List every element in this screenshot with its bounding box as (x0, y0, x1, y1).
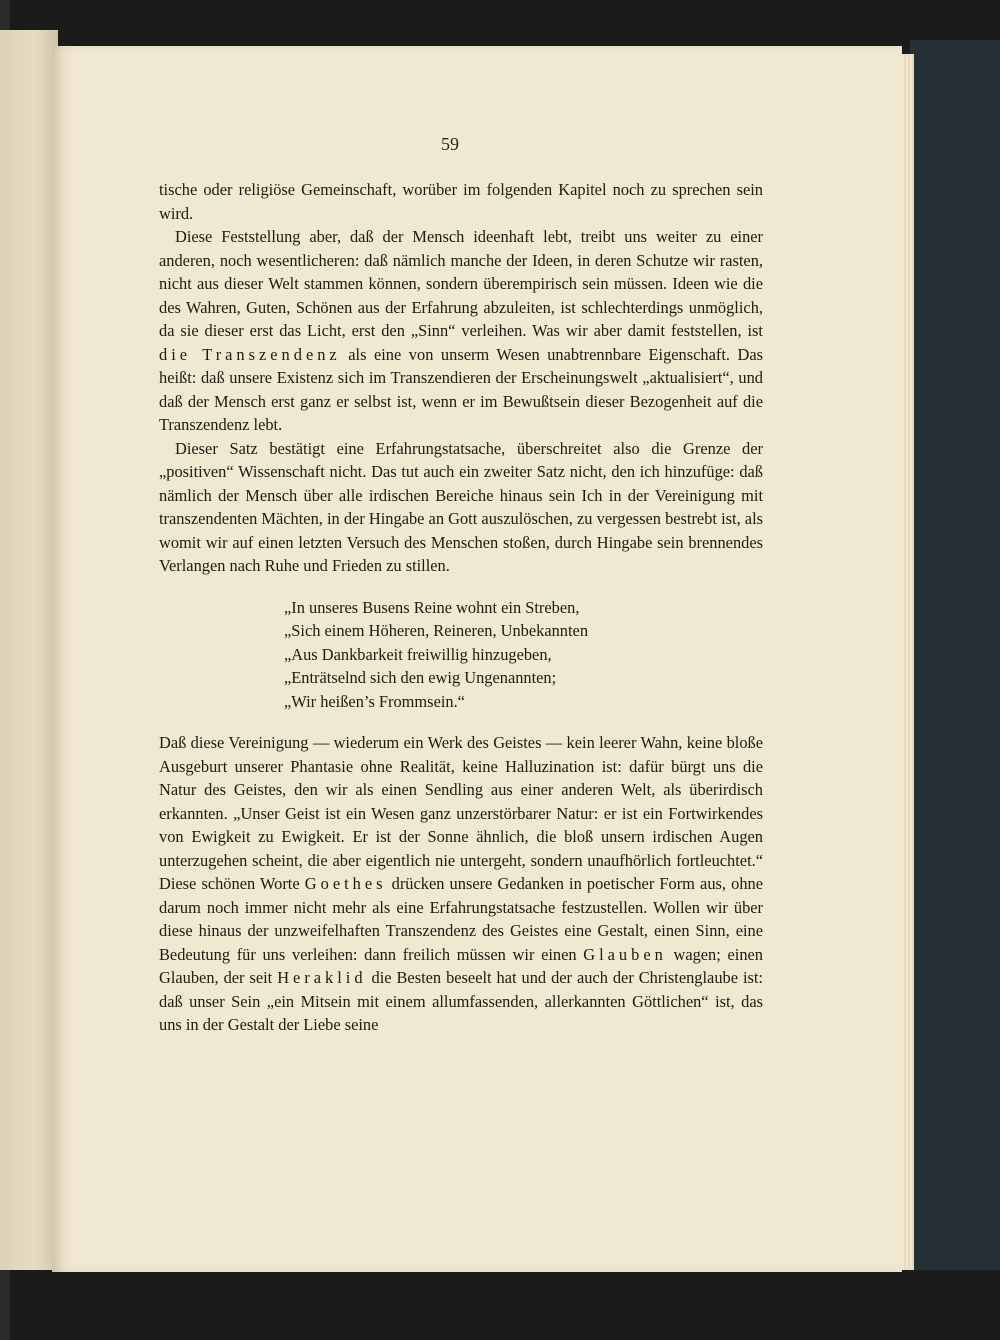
paragraph-2-text-b: als eine von unserm Wesen unabtrennbare Eigenschaft. Das heißt: daß unsere Existenz sich im Transzendieren der Erscheinungswelt „aktualisiert“, und daß der Mensch erst ganz er selbst ist, wenn er im Bewußtsein dieser Bezogenheit auf die Transzendenz lebt. (159, 344, 763, 434)
paragraph-3: Dieser Satz bestätigt eine Erfahrungstatsache, überschreitet also die Grenze der „positiven“ Wissenschaft nicht. Das tut auch ein zweiter Satz nicht, den ich hinzufüge: daß nämlich der Mensch über alle irdischen Bereiche hinaus sein Ich in der Vereinigung mit transzendenten Mächten, in der Hingabe an Gott auszulöschen, zu vergessen bestrebt ist, als womit wir auf einen letzten Versuch des Menschen stoßen, durch Hingabe sein brennendes Verlangen nach Ruhe und Frieden zu stillen. (159, 438, 763, 575)
verse-line: „In unseres Busens Reine wohnt ein Streben, (284, 597, 580, 617)
page-number: 59 (441, 134, 459, 154)
paragraph-2 (159, 225, 763, 437)
emphasis-transzendenz: die Transzendenz (159, 344, 341, 364)
paragraph-4-text-b: drücken unsere Gedanken in poetischer Form aus, ohne darum noch immer nicht mehr als eine Erfahrungstatsache festzustellen. Wollen wir über diese hinaus der unzweifelhaften Transzendenz des Geistes eine Gestalt, einen Sinn, eine Bedeutung für uns verleihen: dann freilich müssen wir einen (159, 874, 763, 964)
book-cover (910, 40, 1000, 1270)
verse-line: „Enträtselnd sich den ewig Ungenannten; (284, 668, 557, 687)
verse-line: „Aus Dankbarkeit freiwillig hinzugeben, (284, 644, 552, 664)
emphasis-goethes: Goethes (304, 874, 387, 893)
book-page (52, 46, 902, 1272)
emphasis-glauben: Glauben (583, 944, 667, 964)
emphasis-heraklid: Heraklid (277, 968, 367, 987)
adjacent-page-edge (0, 30, 58, 1270)
paragraph-4 (159, 731, 763, 1037)
page-body (159, 178, 763, 1037)
paragraph-4-text-a: Daß diese Vereinigung — wiederum ein Werk des Geistes — kein leerer Wahn, keine bloße Ausgeburt unserer Phantasie ohne Realität, keine Halluzination ist: dafür bürgt uns die Natur des Geistes, den wir als einen Sendling aus einer anderen Welt, als überirdisch erkannten. „Unser Geist ist ein Wesen ganz unzerstörbarer Natur: er ist ein Fortwirkendes von Ewigkeit zu Ewigkeit. Er ist der Sonne ähnlich, die bloß unsern irdischen Augen unterzugehen scheint, die aber eigentlich nie untergeht, sondern unaufhörlich fortleuchtet.“ Diese schönen Worte (159, 733, 763, 893)
paragraph-4-text-c: wagen; einen Glauben, der seit (159, 944, 763, 987)
verse-quote (284, 596, 763, 714)
verse-line: „Sich einem Höheren, Reineren, Unbekannten (284, 621, 589, 640)
paragraph-1: tische oder religiöse Gemeinschaft, worüber im folgenden Kapitel noch zu sprechen sein wird. (159, 180, 763, 223)
paragraph-4-text-d: die Besten beseelt hat und der auch der Christenglaube ist: daß unser Sein „ein Mitsein mit einem allumfassenden, allerkannten Göttlichen“ ist, das uns in der Gestalt der Liebe seine (159, 968, 763, 1034)
paragraph-2-text-a: Diese Feststellung aber, daß der Mensch ideenhaft lebt, treibt uns weiter zu einer anderen, noch wesentlicheren: daß nämlich manche der Ideen, in deren Schutze wir rasten, nicht aus dieser Welt stammen können, sondern überempirisch sein müssen. Ideen wie die des Wahren, Guten, Schönen aus der Erfahrung abzuleiten, ist schlechterdings unmöglich, da sie dieser erst das Licht, erst den „Sinn“ verleihen. Was wir aber damit feststellen, ist (159, 227, 763, 340)
verse-line: „Wir heißen’s Frommsein.“ (284, 691, 465, 711)
